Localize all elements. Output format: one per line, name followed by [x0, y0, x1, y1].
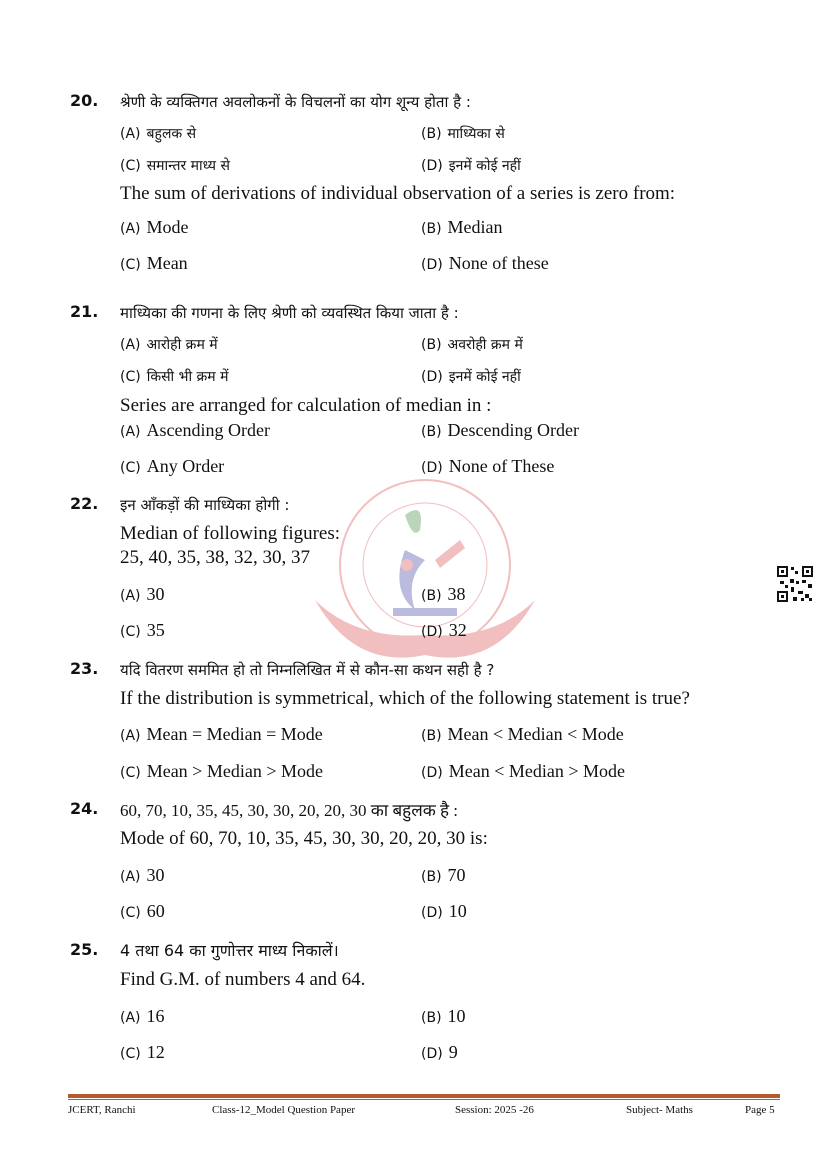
footer-paper: Class-12_Model Question Paper — [212, 1104, 355, 1116]
question-text-english: The sum of derivations of individual observation of a series is zero from: — [120, 183, 676, 204]
option-a: (A) Mode — [120, 217, 189, 237]
question-number: 25. — [70, 940, 99, 959]
option-c-hindi: (C) समान्तर माध्य से — [120, 158, 230, 174]
option-d: (D) 9 — [421, 1042, 458, 1062]
option-a-hindi: (A) आरोही क्रम में — [120, 337, 218, 353]
question-text-english: Find G.M. of numbers 4 and 64. — [120, 969, 366, 990]
option-d: (D) 32 — [421, 620, 467, 640]
figures-list: 25, 40, 35, 38, 32, 30, 37 — [120, 547, 310, 568]
option-c: (C) 60 — [120, 901, 165, 921]
option-b: (B) 70 — [421, 865, 466, 885]
question-text-hindi: 60, 70, 10, 35, 45, 30, 30, 20, 20, 30 का बहुलक है : — [120, 801, 459, 820]
qr-code — [776, 565, 814, 603]
option-a-hindi: (A) बहुलक से — [120, 126, 197, 142]
footer-org: JCERT, Ranchi — [68, 1104, 136, 1116]
question-number: 21. — [70, 302, 99, 321]
question-text-hindi: 4 तथा 64 का गुणोत्तर माध्य निकालें। — [120, 941, 339, 960]
option-b: (B) Descending Order — [421, 420, 579, 440]
option-c: (C) Mean > Median > Mode — [120, 761, 323, 781]
option-d: (D) Mean < Median > Mode — [421, 761, 625, 781]
option-a: (A) 30 — [120, 584, 165, 604]
option-b-hindi: (B) माध्यिका से — [421, 126, 505, 142]
question-text-hindi: यदि वितरण सममित हो तो निम्नलिखित में से कौन-सा कथन सही है ? — [120, 661, 495, 679]
footer-divider-thin — [68, 1099, 780, 1100]
option-a: (A) Mean = Median = Mode — [120, 724, 323, 744]
option-b: (B) Mean < Median < Mode — [421, 724, 624, 744]
footer-divider — [68, 1094, 780, 1098]
question-number: 20. — [70, 91, 99, 110]
question-text-hindi: माध्यिका की गणना के लिए श्रेणी को व्यवस्थित किया जाता है : — [120, 304, 459, 322]
option-b: (B) 10 — [421, 1006, 466, 1026]
option-b: (B) 38 — [421, 584, 466, 604]
question-text-hindi: इन आँकड़ों की माध्यिका होगी : — [120, 496, 290, 514]
option-b: (B) Median — [421, 217, 503, 237]
option-d-hindi: (D) इनमें कोई नहीं — [421, 158, 521, 174]
option-c: (C) Any Order — [120, 456, 225, 476]
footer-page: Page 5 — [745, 1104, 775, 1116]
question-number: 22. — [70, 494, 99, 513]
option-a: (A) 30 — [120, 865, 165, 885]
option-d: (D) None of These — [421, 456, 555, 476]
question-number: 24. — [70, 799, 99, 818]
option-d: (D) None of these — [421, 253, 549, 273]
question-text-hindi: श्रेणी के व्यक्तिगत अवलोकनों के विचलनों का योग शून्य होता है : — [120, 93, 471, 111]
footer-session: Session: 2025 -26 — [455, 1104, 534, 1116]
option-d: (D) 10 — [421, 901, 467, 921]
option-a: (A) 16 — [120, 1006, 165, 1026]
option-d-hindi: (D) इनमें कोई नहीं — [421, 369, 521, 385]
option-c: (C) 12 — [120, 1042, 165, 1062]
option-c: (C) 35 — [120, 620, 165, 640]
footer-subject: Subject- Maths — [626, 1104, 693, 1116]
question-text-english: Series are arranged for calculation of median in : — [120, 395, 492, 416]
question-text-english: Median of following figures: — [120, 523, 341, 544]
question-text-english: If the distribution is symmetrical, which of the following statement is true? — [120, 688, 690, 709]
option-a: (A) Ascending Order — [120, 420, 270, 440]
question-text-english: Mode of 60, 70, 10, 35, 45, 30, 30, 20, 20, 30 is: — [120, 828, 488, 849]
question-number: 23. — [70, 659, 99, 678]
option-c: (C) Mean — [120, 253, 188, 273]
option-b-hindi: (B) अवरोही क्रम में — [421, 337, 523, 353]
option-c-hindi: (C) किसी भी क्रम में — [120, 369, 229, 385]
